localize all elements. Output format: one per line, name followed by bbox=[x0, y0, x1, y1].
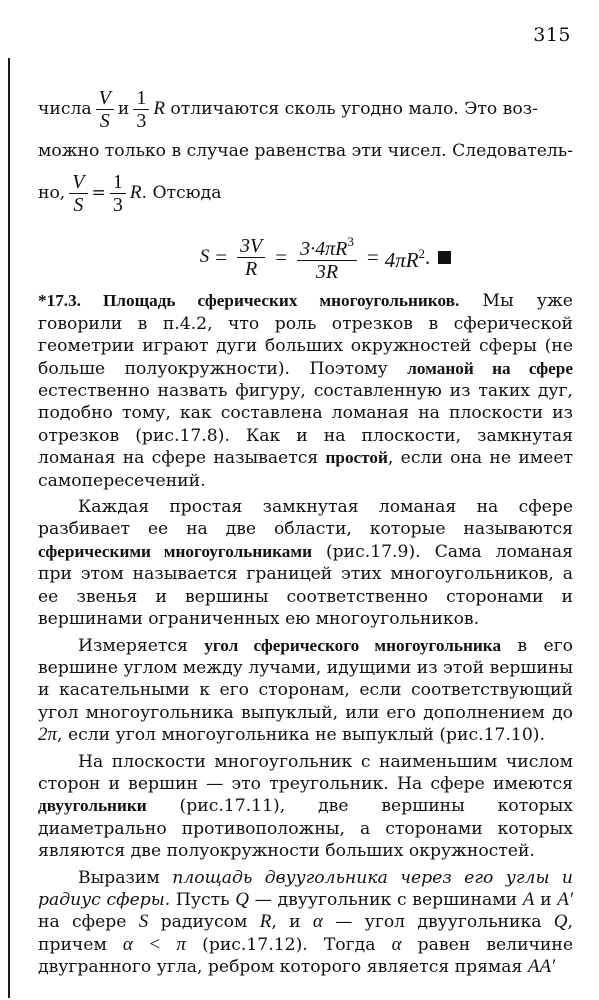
word: и bbox=[117, 98, 130, 119]
section-title: *17.3. Площадь сферических многоугольников. bbox=[38, 291, 460, 311]
fraction-numerator: 1 bbox=[112, 170, 123, 193]
formula-end: . bbox=[425, 245, 431, 270]
fraction-3v-over-r bbox=[237, 235, 265, 280]
text-line-1 bbox=[38, 78, 573, 140]
paragraph-spherical-polygons: Каждая простая замкнутая ломаная на сфере разбивает ее на две области, которые называются сферическими многоугольниками (рис.17.9). Сама ломаная при этом называется границей этих многоугольников, а ее звенья и вершины соответственно сторонами и вершинами ограниченных ею многоугольников. bbox=[38, 497, 573, 630]
equals-sign: = bbox=[215, 245, 228, 270]
paragraph-lunes: На плоскости многоугольник с наименьшим числом сторон и вершин — это треугольник. На сфере имеются двуугольники (рис.17.11), две вершины которых диаметрально противоположны, а сторонами которых являются две полуокружности больших окружностей. bbox=[38, 751, 573, 862]
paragraph-polygon-angle: Измеряется угол сферического многоугольника в его вершине углом между лучами, идущими из этой вершины и касательными к его сторонам, если соответствующий угол многоугольника выпуклый, или его дополнением до 2π, если угол многоугольника не выпуклый (рис.17.10). bbox=[38, 635, 573, 746]
text-line-2: можно только в случае равенства эти чисел. Следователь- bbox=[38, 141, 573, 161]
fraction-one-third bbox=[110, 171, 126, 216]
fraction-numerator: 1 bbox=[136, 86, 147, 109]
equals-sign: = bbox=[91, 183, 106, 204]
equals-sign: = bbox=[366, 245, 379, 270]
page-edge-line bbox=[8, 58, 10, 998]
fraction-denominator: 3 bbox=[133, 109, 149, 132]
paragraph-lune-area: Выразим площадь двуугольника через его углы и радиус сферы. Пусть Q — двуугольник с вершинами A и A′ на сфере S радиусом R, и α — угол двуугольника Q, причем α < π (рис.17.12). Тогда α равен величине двугранного угла, ребром которого является прямая AA′ bbox=[38, 867, 573, 978]
text-line-3 bbox=[38, 162, 573, 224]
fraction-numerator: 3V bbox=[240, 234, 263, 257]
term-spherical-polygons: сферическими многоугольниками bbox=[38, 541, 312, 561]
variable-r: R bbox=[129, 182, 142, 204]
fraction-denominator: 3 bbox=[110, 193, 126, 216]
term-polygon-angle: угол сферического многоугольника bbox=[204, 635, 502, 655]
fraction-denominator: S bbox=[96, 109, 114, 132]
term-simple: простой bbox=[325, 448, 388, 468]
word: но, bbox=[38, 183, 66, 204]
fraction-denominator: S bbox=[69, 193, 87, 216]
fraction-denominator: R bbox=[237, 257, 265, 280]
variable-r: R bbox=[153, 97, 165, 119]
term-polyline-on-sphere: ломаной на сфере bbox=[407, 358, 573, 378]
fraction-sphere-volume bbox=[297, 231, 357, 283]
area-formula bbox=[38, 224, 573, 290]
equals-sign: = bbox=[275, 245, 288, 270]
fraction-v-over-s bbox=[69, 171, 87, 216]
fraction-denominator: 3R bbox=[297, 260, 357, 283]
fraction-numerator: V bbox=[98, 86, 111, 109]
fraction-numerator: V bbox=[72, 170, 85, 193]
formula-result: $4\pi R^2$ bbox=[384, 246, 426, 273]
fraction-v-over-s bbox=[96, 87, 114, 132]
line-remainder: отличаются сколь угодно мало. Это воз- bbox=[170, 98, 538, 119]
page-text bbox=[38, 78, 573, 979]
italic-phrase: площадь двуугольника через его углы и радиус сферы. bbox=[38, 867, 573, 910]
fraction-numerator: $3\cdot 4\pi R^3$ bbox=[300, 234, 354, 261]
fraction-one-third bbox=[133, 87, 149, 132]
section-paragraph: *17.3. Площадь сферических многоугольников. Мы уже говорили в п.4.2, что роль отрезков в сферической геометрии играют дуги больших окружностей сферы (не больше полуокружности). Поэтому ломаной на сфере естественно назвать фигуру, составленную из таких дуг, подобно тому, как составлена ломаная на плоскости из отрезков (рис.17.8). Как и на плоскости, замкнутая ломаная на сфере называется простой, если она не имеет самопересечений. bbox=[38, 291, 573, 491]
qed-square-icon bbox=[438, 251, 451, 264]
line-remainder: . Отсюда bbox=[141, 183, 222, 204]
term-lunes: двуугольники bbox=[38, 796, 147, 816]
formula-lhs: S bbox=[199, 246, 210, 268]
page-number: 315 bbox=[533, 24, 571, 46]
word: числа bbox=[38, 98, 92, 119]
